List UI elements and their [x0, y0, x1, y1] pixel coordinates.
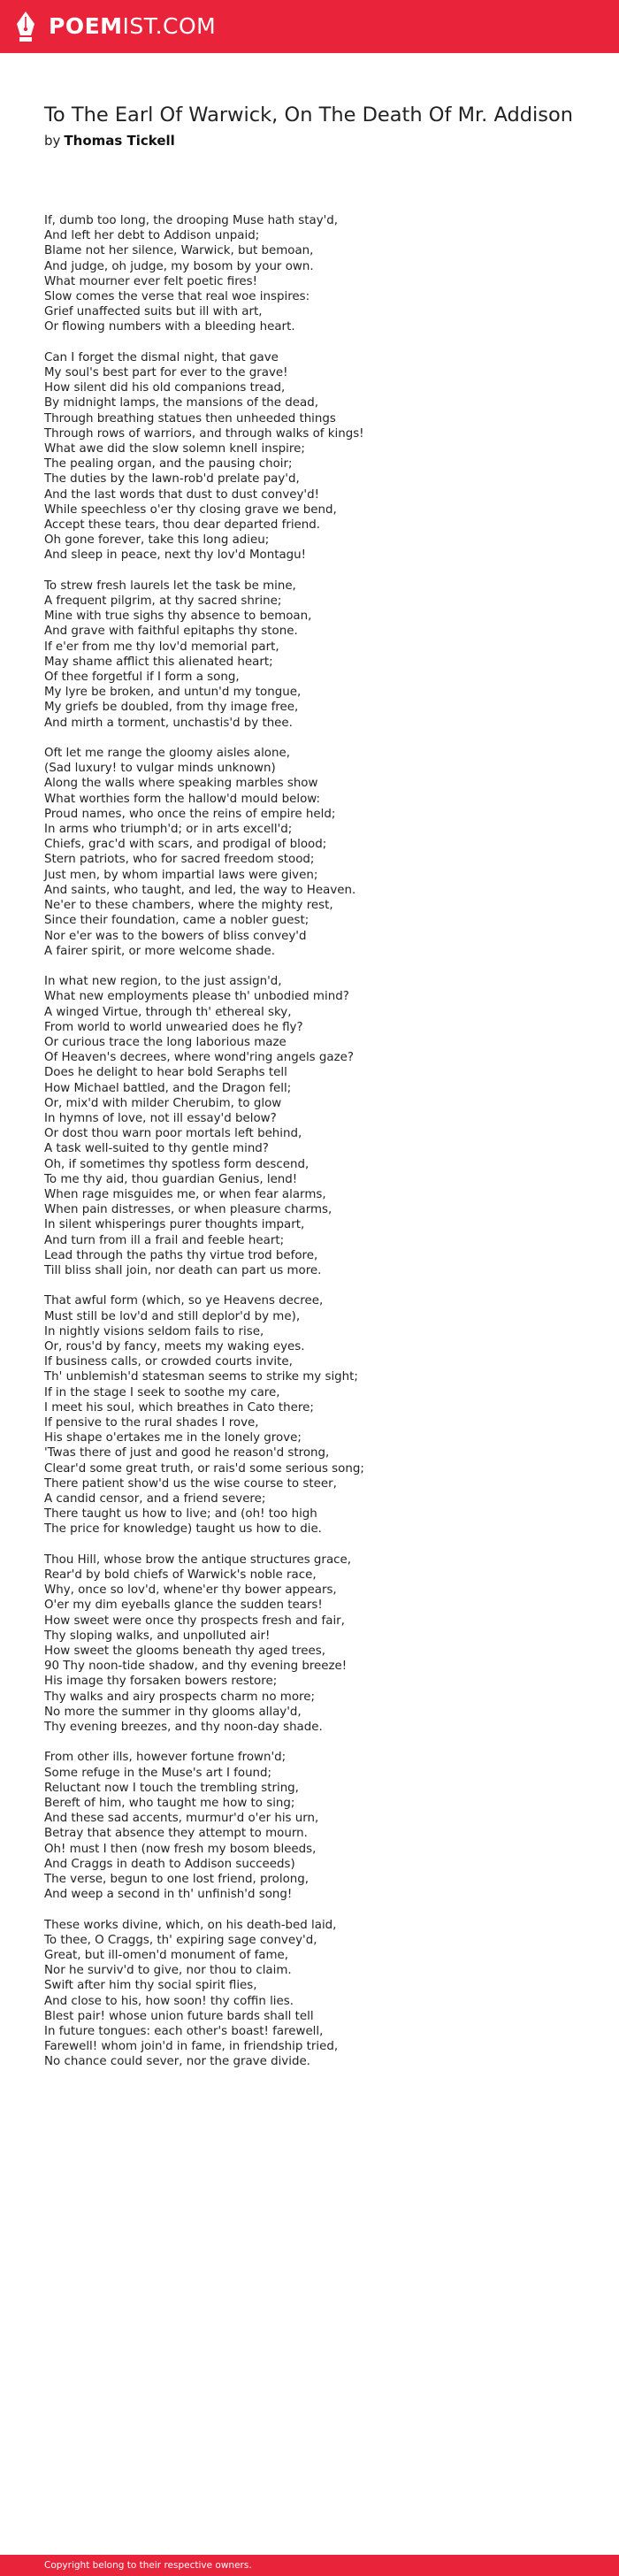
poem-line: Reluctant now I touch the trembling string, — [44, 1781, 299, 1795]
poem-line: To me thy aid, thou guardian Genius, lend! — [44, 1172, 298, 1186]
poem-line: And these sad accents, murmur'd o'er his urn, — [44, 1812, 319, 1826]
poem-line: And left her debt to Addison unpaid; — [44, 229, 260, 243]
poem-line: There taught us how to live; and (oh! too high — [44, 1507, 317, 1522]
poem-line: While speechless o'er thy closing grave we bend, — [44, 502, 337, 517]
stanza — [44, 579, 592, 731]
poem-line: Oh! must I then (now fresh my bosom bleeds, — [44, 1842, 317, 1856]
poem-line: When rage misguides me, or when fear alarms, — [44, 1187, 326, 1201]
poem-line: Of thee forgetful if I form a song, — [44, 671, 240, 685]
poem-line: A candid censor, and a friend severe; — [44, 1491, 266, 1506]
poem-line: A task well-suited to thy gentle mind? — [44, 1142, 269, 1156]
stanza — [44, 1750, 592, 1902]
logo-text-bold: POEM — [49, 13, 123, 39]
poem-line: A fairer spirit, or more welcome shade. — [44, 944, 276, 958]
stanza — [44, 974, 592, 1278]
poem-line: Betray that absence they attempt to mourn. — [44, 1827, 308, 1841]
poem-line: My soul's best part for ever to the grave! — [44, 366, 288, 380]
poem-line: Rear'd by bold chiefs of Warwick's noble race, — [44, 1568, 317, 1582]
poem-line: May shame afflict this alienated heart; — [44, 655, 273, 669]
poem-line: Oft let me range the gloomy aisles alone, — [44, 747, 290, 761]
poem-body — [44, 213, 592, 2085]
poem-line: Nor e'er was to the bowers of bliss convey'd — [44, 929, 307, 943]
poem-line: Or, mix'd with milder Cherubim, to glow — [44, 1096, 282, 1110]
poem-line: What new employments please th' unbodied mind? — [44, 990, 349, 1004]
poem-line: From world to world unwearied does he fly? — [44, 1020, 303, 1034]
poem-line: Till bliss shall join, nor death can part us more. — [44, 1263, 322, 1277]
poem-line: That awful form (which, so ye Heavens decree, — [44, 1294, 324, 1308]
poem-line: And sleep in peace, next thy lov'd Montagu! — [44, 548, 307, 563]
poem-line: Thy sloping walks, and unpolluted air! — [44, 1629, 271, 1643]
poem-line: Blest pair! whose union future bards shall tell — [44, 2009, 314, 2023]
poem-line: I meet his soul, which breathes in Cato there; — [44, 1400, 314, 1414]
poem-line: Or curious trace the long laborious maze — [44, 1035, 287, 1049]
poem-line: His shape o'ertakes me in the lonely grove; — [44, 1431, 302, 1445]
poem-line: By midnight lamps, the mansions of the dead, — [44, 396, 318, 410]
stanza — [44, 1552, 592, 1735]
poem-line: His image thy forsaken bowers restore; — [44, 1675, 278, 1689]
poem-line: Or flowing numbers with a bleeding heart. — [44, 320, 295, 334]
poem-line: And the last words that dust to dust convey'd! — [44, 487, 319, 502]
pen-nib-icon — [15, 12, 36, 42]
copyright-text: Copyright belong to their respective owners. — [44, 2560, 252, 2571]
poem-line: Some refuge in the Muse's art I found; — [44, 1766, 272, 1780]
poem-line: Along the walls where speaking marbles show — [44, 777, 318, 791]
site-logo[interactable] — [15, 12, 216, 42]
poem-line: Nor he surviv'd to give, nor thou to claim. — [44, 1964, 292, 1978]
poem-line: The pealing organ, and the pausing choir; — [44, 457, 293, 472]
poem-line: In what new region, to the just assign'd, — [44, 975, 282, 989]
poem-line: What awe did the slow solemn knell inspire; — [44, 442, 305, 456]
poem-line: And mirth a torment, unchastis'd by thee. — [44, 716, 293, 730]
byline — [44, 132, 584, 150]
poem-line: Of Heaven's decrees, where wond'ring angels gaze? — [44, 1051, 354, 1065]
poem-line: If e'er from me thy lov'd memorial part, — [44, 640, 279, 654]
site-footer — [0, 2555, 619, 2576]
poem-line: How silent did his old companions tread, — [44, 381, 286, 395]
poem-line: Grief unaffected suits but ill with art, — [44, 305, 263, 319]
poem-line: A frequent pilgrim, at thy sacred shrine; — [44, 594, 282, 609]
poem-line: How Michael battled, and the Dragon fell; — [44, 1081, 292, 1095]
poem-line: 90 Thy noon-tide shadow, and thy evening breeze! — [44, 1660, 348, 1674]
poem-line: Thy evening breezes, and thy noon-day shade. — [44, 1721, 323, 1735]
poem-line: Accept these tears, thou dear departed friend. — [44, 518, 321, 533]
poem-line: Does he delight to hear bold Seraphs tell — [44, 1066, 287, 1080]
poem-line: Thou Hill, whose brow the antique structures grace, — [44, 1552, 352, 1567]
poem-line: 'Twas there of just and good he reason'd strong, — [44, 1446, 330, 1460]
poem-line: How sweet were once thy prospects fresh and fair, — [44, 1614, 345, 1628]
poem-line: Proud names, who once the reins of empire held; — [44, 807, 336, 821]
stanza — [44, 1293, 592, 1537]
poem-line: Thy walks and airy prospects charm no more; — [44, 1690, 315, 1704]
poem-line: Or dost thou warn poor mortals left behind, — [44, 1127, 302, 1141]
poem-line: If business calls, or crowded courts invite, — [44, 1355, 293, 1369]
poem-line: In future tongues: each other's boast! farewell, — [44, 2025, 324, 2039]
poem-line: These works divine, which, on his death-bed laid, — [44, 1918, 337, 1932]
poem-line: In hymns of love, not ill essay'd below? — [44, 1111, 277, 1125]
poem-line: There patient show'd us the wise course to steer, — [44, 1476, 337, 1491]
poem-line: Slow comes the verse that real woe inspires: — [44, 290, 310, 304]
poem-line: My griefs be doubled, from thy image free, — [44, 701, 299, 715]
poem-line: Th' unblemish'd statesman seems to strike my sight; — [44, 1370, 358, 1384]
stanza — [44, 1918, 592, 2070]
poem-line: Ne'er to these chambers, where the mighty rest, — [44, 899, 333, 913]
logo-text-light: IST.COM — [122, 13, 217, 39]
poem-line: The price for knowledge) taught us how to die. — [44, 1522, 322, 1537]
poem-line: Stern patriots, who for sacred freedom stood; — [44, 853, 315, 867]
poem-line: Great, but ill-omen'd monument of fame, — [44, 1949, 289, 1963]
poem-line: (Sad luxury! to vulgar minds unknown) — [44, 762, 276, 776]
poem-line: And grave with faithful epitaphs thy stone. — [44, 625, 298, 639]
site-header — [0, 0, 619, 53]
poem-line: No more the summer in thy glooms allay'd, — [44, 1705, 302, 1719]
poem-line: Oh gone forever, take this long adieu; — [44, 533, 270, 548]
poem-line: Or, rous'd by fancy, meets my waking eyes. — [44, 1339, 305, 1353]
poem-line: Since their foundation, came a nobler guest; — [44, 914, 310, 928]
poem-line: Must still be lov'd and still deplor'd by me), — [44, 1309, 301, 1323]
poem-line: A winged Virtue, through th' ethereal sky, — [44, 1005, 292, 1019]
poem-line: And turn from ill a frail and feeble heart; — [44, 1233, 285, 1247]
poem-line: To strew fresh laurels let the task be mine, — [44, 579, 296, 593]
poem-line: In arms who triumph'd; or in arts excell'd; — [44, 823, 293, 837]
poem-line: O'er my dim eyeballs glance the sudden tears! — [44, 1598, 323, 1613]
poem-line: In silent whisperings purer thoughts impart, — [44, 1218, 305, 1232]
poem-line: Mine with true sighs thy absence to bemoan, — [44, 610, 312, 624]
poem-line: Just men, by whom impartial laws were given; — [44, 868, 318, 882]
poem-line: And close to his, how soon! thy coffin lies. — [44, 1994, 294, 2008]
poem-line: No chance could sever, nor the grave divide. — [44, 2055, 310, 2069]
poem-line: Can I forget the dismal night, that gave — [44, 350, 279, 364]
poem-line: My lyre be broken, and untun'd my tongue, — [44, 686, 302, 700]
author-link[interactable]: Thomas Tickell — [64, 133, 175, 149]
poem-line: Chiefs, grac'd with scars, and prodigal of blood; — [44, 838, 327, 852]
poem-line: If in the stage I seek to soothe my care, — [44, 1385, 280, 1399]
poem-line: What worthies form the hallow'd mould below: — [44, 792, 321, 806]
poem-line: Through breathing statues then unheeded things — [44, 411, 336, 426]
poem-line: And saints, who taught, and led, the way to Heaven. — [44, 883, 356, 897]
by-label: by — [44, 133, 61, 149]
poem-line: What mourner ever felt poetic fires! — [44, 274, 258, 288]
poem-line: Blame not her silence, Warwick, but bemoan, — [44, 244, 314, 258]
poem-line: Clear'd some great truth, or rais'd some serious song; — [44, 1461, 364, 1476]
poem-line: When pain distresses, or when pleasure charms, — [44, 1203, 332, 1217]
poem-line: Oh, if sometimes thy spotless form descend, — [44, 1157, 310, 1171]
poem-line: To thee, O Craggs, th' expiring sage convey'd, — [44, 1933, 317, 1947]
poem-line: And judge, oh judge, my bosom by your own. — [44, 259, 314, 273]
poem-line: Why, once so lov'd, whene'er thy bower appears, — [44, 1583, 337, 1598]
poem-line: The duties by the lawn-rob'd prelate pay'd, — [44, 472, 300, 487]
poem-line: Bereft of him, who taught me how to sing; — [44, 1797, 295, 1811]
logo-text — [49, 12, 216, 42]
poem-line: In nightly visions seldom fails to rise, — [44, 1324, 264, 1338]
poem-line: From other ills, however fortune frown'd; — [44, 1751, 287, 1765]
stanza — [44, 746, 592, 959]
stanza — [44, 213, 592, 335]
poem-header — [44, 104, 584, 150]
poem-line: And weep a second in th' unfinish'd song! — [44, 1888, 293, 1902]
poem-line: Farewell! whom join'd in fame, in friendship tried, — [44, 2040, 339, 2054]
poem-line: If, dumb too long, the drooping Muse hath stay'd, — [44, 214, 339, 227]
poem-line: Swift after him thy social spirit flies, — [44, 1979, 257, 1993]
poem-line: Lead through the paths thy virtue trod before, — [44, 1248, 318, 1262]
poem-line: How sweet the glooms beneath thy aged trees, — [44, 1644, 325, 1658]
poem-line: Through rows of warriors, and through walks of kings! — [44, 426, 364, 441]
poem-line: And Craggs in death to Addison succeeds) — [44, 1857, 295, 1871]
poem-line: The verse, begun to one lost friend, prolong, — [44, 1873, 310, 1887]
stanza — [44, 350, 592, 564]
poem-title: To The Earl Of Warwick, On The Death Of Mr. Addison — [44, 104, 574, 126]
poem-line: If pensive to the rural shades I rove, — [44, 1415, 259, 1430]
